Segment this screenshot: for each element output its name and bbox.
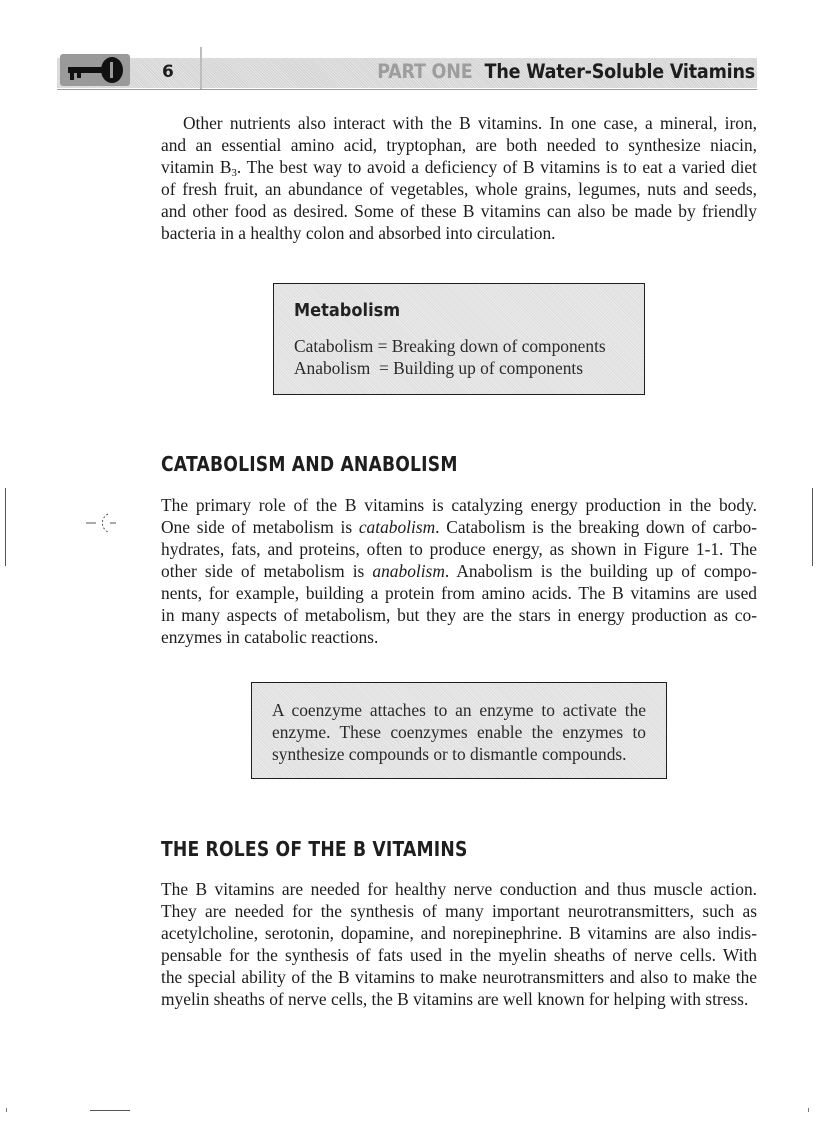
roles-paragraph xyxy=(161,878,757,1010)
paragraph-line: myelin sheaths of nerve cells, the B vitamins are well known for helping with stress. xyxy=(161,989,749,1009)
intro-line: Other nutrients also interact with the B vitamins. In one case, a mineral, iron, xyxy=(183,113,757,133)
intro-line: The best way to avoid a deficiency of B vitamins is to eat a varied diet xyxy=(246,157,757,177)
header-divider xyxy=(200,47,202,89)
intro-line xyxy=(161,156,757,178)
paragraph-line: They are needed for the synthesis of many important neurotransmitters, such as xyxy=(161,901,757,921)
part-label: PART ONE xyxy=(377,60,473,83)
corner-mark xyxy=(808,1108,809,1112)
paragraph-line: pensable for the synthesis of fats used in the myelin sheaths of nerve cells. With xyxy=(161,945,757,965)
left-margin-bar xyxy=(5,488,6,566)
paragraph-line: The B vitamins are needed for healthy nerve conduction and thus muscle action. xyxy=(161,879,757,899)
vitamin-prefix: vitamin B xyxy=(161,157,232,177)
catabolism-definition: Catabolism = Breaking down of components xyxy=(294,336,606,356)
vitamin-suffix: . xyxy=(236,157,242,177)
coenzyme-box-text xyxy=(272,699,646,765)
paragraph-line: nents, for example, building a protein from amino acids. The B vitamins are used xyxy=(161,583,757,603)
header-rule xyxy=(57,89,757,90)
term-anabolism: anabolism xyxy=(372,561,445,581)
coenzyme-line: synthesize compounds or to dismantle compounds. xyxy=(272,744,627,764)
key-icon xyxy=(60,54,130,86)
text-run: . Anabolism is the building up of compo- xyxy=(444,561,757,581)
metabolism-box-title: Metabolism xyxy=(294,300,401,321)
right-margin-bar xyxy=(812,488,813,566)
intro-paragraph xyxy=(161,112,757,244)
section-heading-catabolism: CATABOLISM AND ANABOLISM xyxy=(161,452,458,476)
anabolism-definition: Anabolism = Building up of components xyxy=(294,358,584,378)
corner-mark xyxy=(6,1108,7,1112)
intro-line: of fresh fruit, an abundance of vegetables, whole grains, legumes, nuts and seeds, xyxy=(161,179,757,199)
paragraph-line: the special ability of the B vitamins to make neurotransmitters and also to make the xyxy=(161,967,757,987)
page-number: 6 xyxy=(162,62,174,82)
paragraph-line: hydrates, fats, and proteins, often to produce energy, as shown in Figure 1-1. The xyxy=(161,539,757,559)
text-run: other side of metabolism is xyxy=(161,561,373,581)
coenzyme-line: enzyme. These coenzymes enable the enzymes to xyxy=(272,722,646,742)
paragraph-line: acetylcholine, serotonin, dopamine, and norepinephrine. B vitamins are also indis- xyxy=(161,923,757,943)
paragraph-line: enzymes in catabolic reactions. xyxy=(161,627,379,647)
text-run: . Catabolism is the breaking down of carbo- xyxy=(435,517,757,537)
footer-rule xyxy=(90,1110,130,1111)
catabolism-paragraph xyxy=(161,494,757,648)
running-head xyxy=(377,60,755,83)
intro-line: and an essential amino acid, tryptophan, are both needed to synthesize niacin, xyxy=(161,135,757,155)
intro-line: and other food as desired. Some of these B vitamins can also be made by friendly xyxy=(161,201,757,221)
coenzyme-box xyxy=(251,682,667,779)
term-catabolism: catabolism xyxy=(358,517,436,537)
coenzyme-line: A coenzyme attaches to an enzyme to activate the xyxy=(272,700,646,720)
intro-line: bacteria in a healthy colon and absorbed into circulation. xyxy=(161,223,556,243)
paragraph-line: The primary role of the B vitamins is catalyzing energy production in the body. xyxy=(161,495,757,515)
metabolism-box xyxy=(273,283,645,395)
paragraph-line xyxy=(161,560,757,582)
section-heading-roles: THE ROLES OF THE B VITAMINS xyxy=(161,837,468,861)
part-title: The Water-Soluble Vitamins xyxy=(484,60,755,83)
vitamin-subscript: 3 xyxy=(231,167,237,179)
text-run: One side of metabolism is xyxy=(161,517,359,537)
register-mark-icon xyxy=(84,508,118,538)
paragraph-line xyxy=(161,516,757,538)
paragraph-line: in many aspects of metabolism, but they are the stars in energy production as co- xyxy=(161,605,757,625)
